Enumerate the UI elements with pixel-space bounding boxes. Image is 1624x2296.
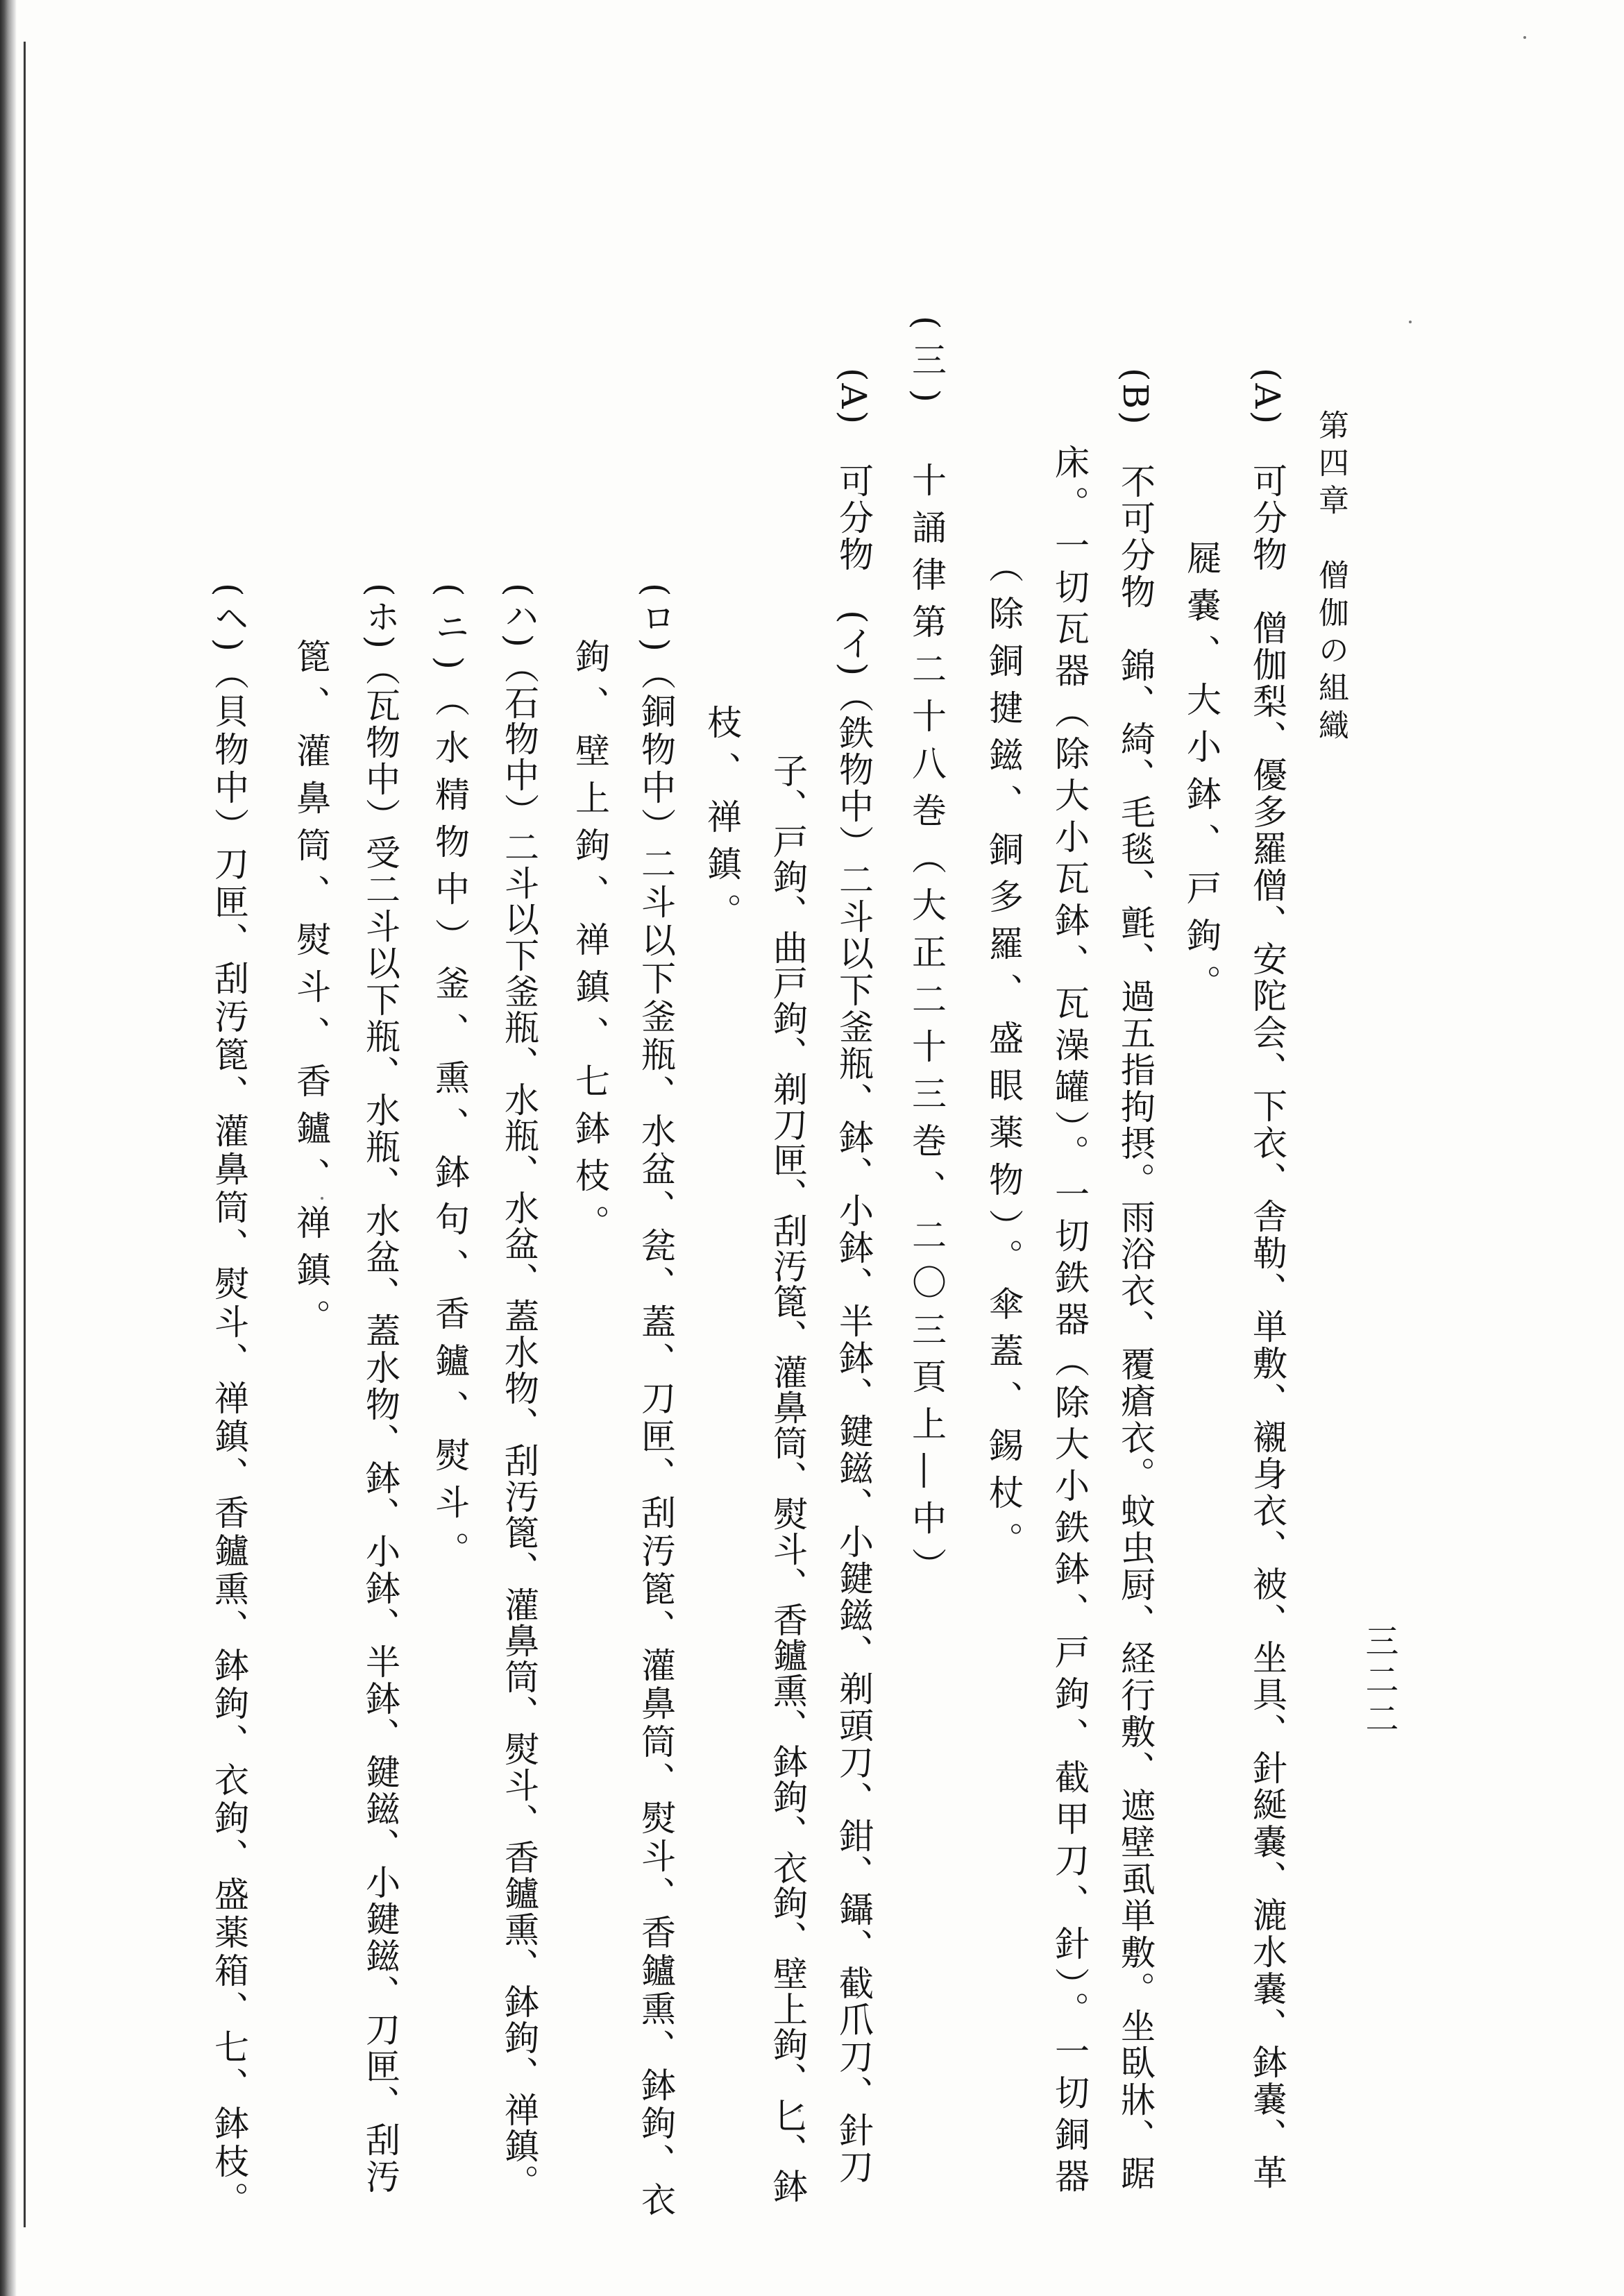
text-line: （除銅揵鎡、銅多羅、盛眼薬物）。傘蓋、錫杖。 bbox=[983, 548, 1024, 1569]
text-line: (ヘ)（貝物中）刀匣、刮汚篦、灌鼻筒、熨斗、禅鎮、香鑪熏、鉢鉤、衣鉤、盛薬箱、七、鉢枝。 bbox=[209, 583, 249, 2220]
section-heading: (三) 十誦律第二十八巻（大正二十三巻、二〇三頁上―中） bbox=[906, 316, 947, 1595]
scan-speck bbox=[1409, 321, 1412, 323]
scan-speck bbox=[1523, 36, 1526, 39]
text-line: 子、戸鉤、曲戸鉤、剃刀匣、刮汚篦、灌鼻筒、熨斗、香鑪熏、鉢鉤、衣鉤、壁上鉤、匕、鉢 bbox=[768, 753, 808, 2204]
text-line: (B) 不可分物 錦、綺、毛毯、氈、過五指拘摂。雨浴衣、覆瘡衣。蚊虫厨、経行敷、遮壁虱単敷。坐臥牀、踞 bbox=[1115, 368, 1156, 2192]
text-line: 篦、灌鼻筒、熨斗、香鑪、禅鎮。 bbox=[291, 638, 331, 1346]
text-line: 枝、禅鎮。 bbox=[702, 704, 742, 940]
text-line: (A) 可分物 (イ)（鉄物中）二斗以下釜瓶、鉢、小鉢、半鉢、鍵鎡、小鍵鎡、剃頭刀、鉗、鑷、截爪刀、針刀 bbox=[834, 368, 874, 2186]
chapter-header: 第四章 僧伽の組織 bbox=[1313, 409, 1348, 747]
page-number: 三二二 bbox=[1360, 1624, 1398, 1740]
text-line: (ハ)（石物中）二斗以下釜瓶、水瓶、水盆、蓋水物、刮汚篦、灌鼻筒、熨斗、香鑪熏、鉢鉤、禅鎮。 bbox=[499, 583, 539, 2201]
text-line: (ホ)（瓦物中）受二斗以下瓶、水瓶、水盆、蓋水物、鉢、小鉢、半鉢、鍵鎡、小鍵鎡、刀匣、刮汚 bbox=[360, 583, 400, 2196]
text-line: (A) 可分物 僧伽梨、優多羅僧、安陀会、下衣、舎勒、単敷、襯身衣、被、坐具、針綖嚢、漉水嚢、鉢嚢、革 bbox=[1247, 368, 1287, 2192]
binding-line bbox=[24, 42, 26, 2227]
text-line: 鉤、壁上鉤、禅鎮、七鉢枝。 bbox=[570, 638, 610, 1252]
text-line: (ロ)（銅物中）二斗以下釜瓶、水盆、瓫、蓋、刀匣、刮汚篦、灌鼻筒、熨斗、香鑪熏、鉢鉤、衣 bbox=[636, 583, 676, 2220]
binding-edge bbox=[0, 0, 17, 2296]
text-line: 床。一切瓦器（除大小瓦鉢、瓦澡罐）。一切鉄器（除大小鉄鉢、戸鉤、截甲刀、針）。一切銅器 bbox=[1049, 444, 1090, 2200]
text-line: (ニ)（水精物中）釜、熏、鉢句、香鑪、熨斗。 bbox=[430, 583, 470, 1579]
text-line: 屣嚢、大小鉢、戸鉤。 bbox=[1181, 540, 1221, 1012]
